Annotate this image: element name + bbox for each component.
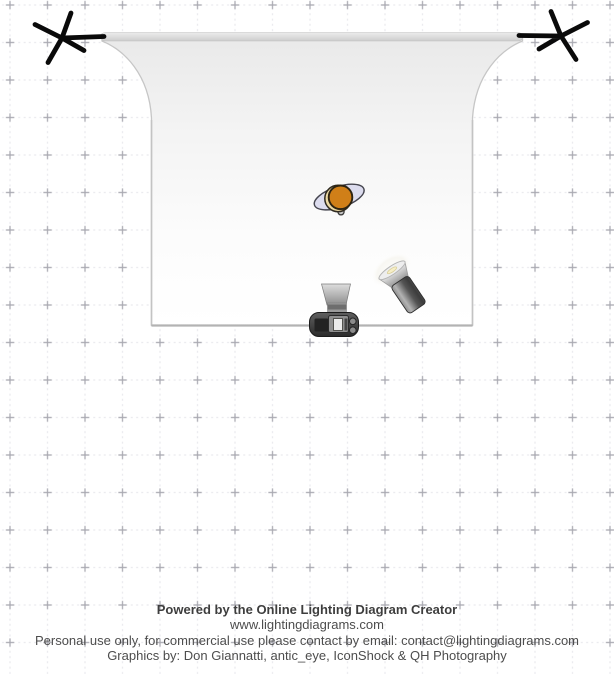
camera-lens-ring <box>328 305 347 310</box>
footer-graphics-credits: Graphics by: Don Giannatti, antic_eye, IconShock & QH Photography <box>107 648 507 664</box>
seamless-backdrop <box>101 33 523 326</box>
camera-grip <box>315 319 329 332</box>
backdrop-paper-sweep <box>102 34 523 326</box>
camera-dial-top <box>350 318 357 325</box>
backdrop-roll-bar <box>101 33 523 42</box>
camera-dial-bottom <box>350 327 357 334</box>
camera-lens-hood <box>322 284 351 305</box>
camera-viewfinder-window <box>334 319 343 331</box>
footer-license: Personal use only, for commercial use please contact by email: contact@lightingdiagrams.com <box>34 632 580 648</box>
footer-powered-by: Powered by the Online Lighting Diagram Creator <box>156 602 458 617</box>
footer-website: www.lightingdiagrams.com <box>230 617 384 633</box>
camera-viewfinder-slot <box>345 319 348 331</box>
subject-head <box>329 186 353 210</box>
footer-credits-block <box>0 602 614 664</box>
